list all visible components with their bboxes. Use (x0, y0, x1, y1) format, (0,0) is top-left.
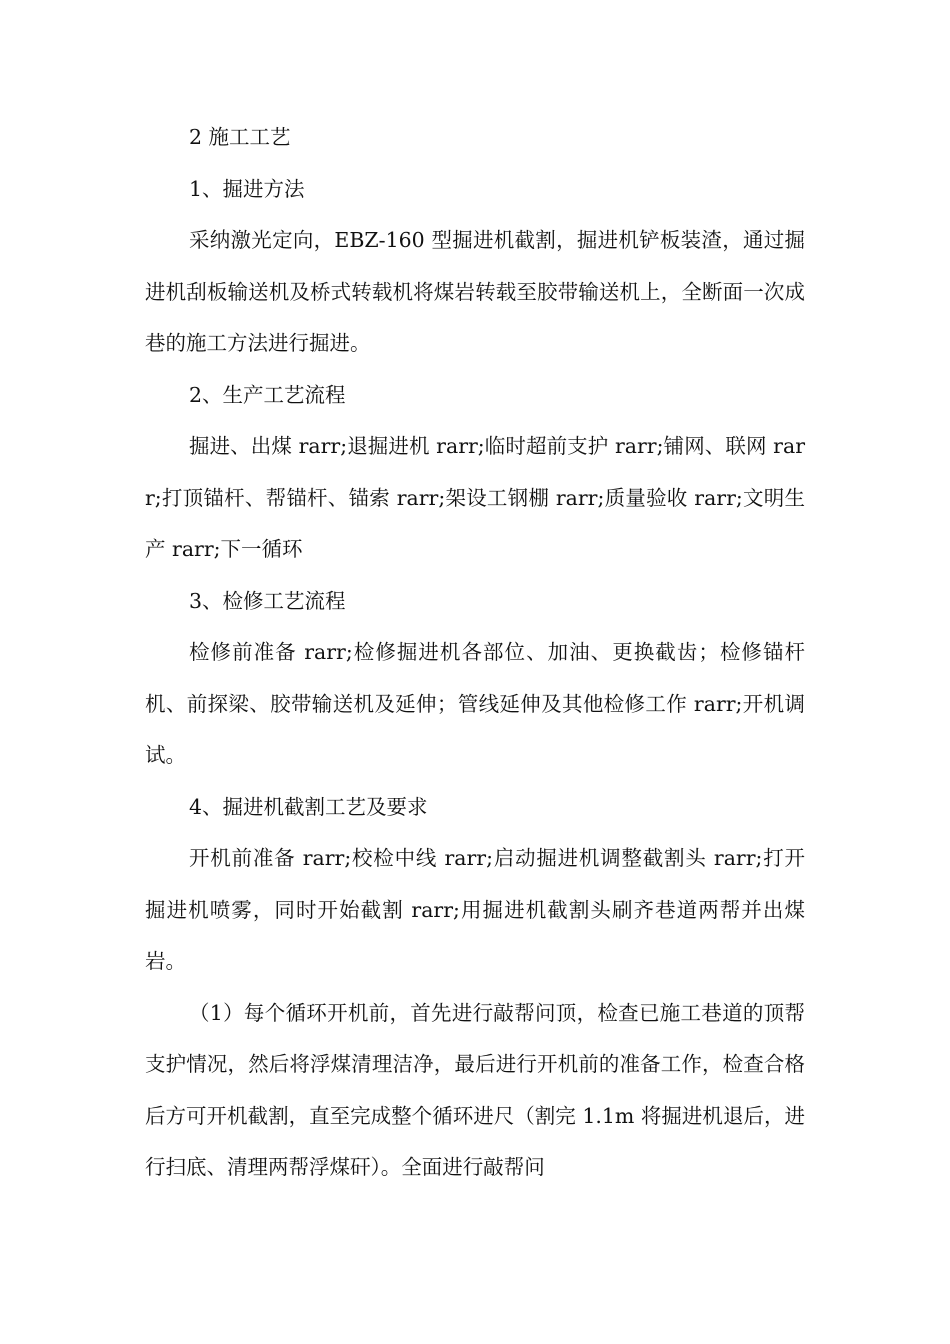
body-paragraph: （1）每个循环开机前，首先进行敲帮问顶，检查已施工巷道的顶帮支护情况，然后将浮煤清理洁净，最后进行开机前的准备工作，检查合格后方可开机截割，直至完成整个循环进尺（割完 1.1m 将掘进机退后，进行扫底、清理两帮浮煤矸）。全面进行敲帮问 (145, 1000, 805, 1179)
document-body (145, 112, 805, 1194)
body-paragraph: 检修前准备 rarr;检修掘进机各部位、加油、更换截齿；检修锚杆机、前探梁、胶带输送机及延伸；管线延伸及其他检修工作 rarr;开机调试。 (145, 640, 805, 767)
subsection-heading: 4、掘进机截割工艺及要求 (189, 794, 428, 819)
body-paragraph: 开机前准备 rarr;校检中线 rarr;启动掘进机调整截割头 rarr;打开掘进机喷雾，同时开始截割 rarr;用掘进机截割头刷齐巷道两帮并出煤岩。 (145, 846, 805, 973)
section-heading: 2 施工工艺 (189, 125, 291, 149)
subsection-heading: 2、生产工艺流程 (189, 382, 346, 407)
body-paragraph: 掘进、出煤 rarr;退掘进机 rarr;临时超前支护 rarr;铺网、联网 rarr;打顶锚杆、帮锚杆、锚索 rarr;架设工钢棚 rarr;质量验收 rarr;文明生产 rarr;下一循环 (145, 434, 805, 561)
body-paragraph: 采纳激光定向，EBZ-160 型掘进机截割，掘进机铲板装渣，通过掘进机刮板输送机及桥式转载机将煤岩转载至胶带输送机上，全断面一次成巷的施工方法进行掘进。 (145, 228, 805, 355)
subsection-heading: 1、掘进方法 (189, 176, 305, 201)
subsection-heading: 3、检修工艺流程 (189, 588, 346, 613)
